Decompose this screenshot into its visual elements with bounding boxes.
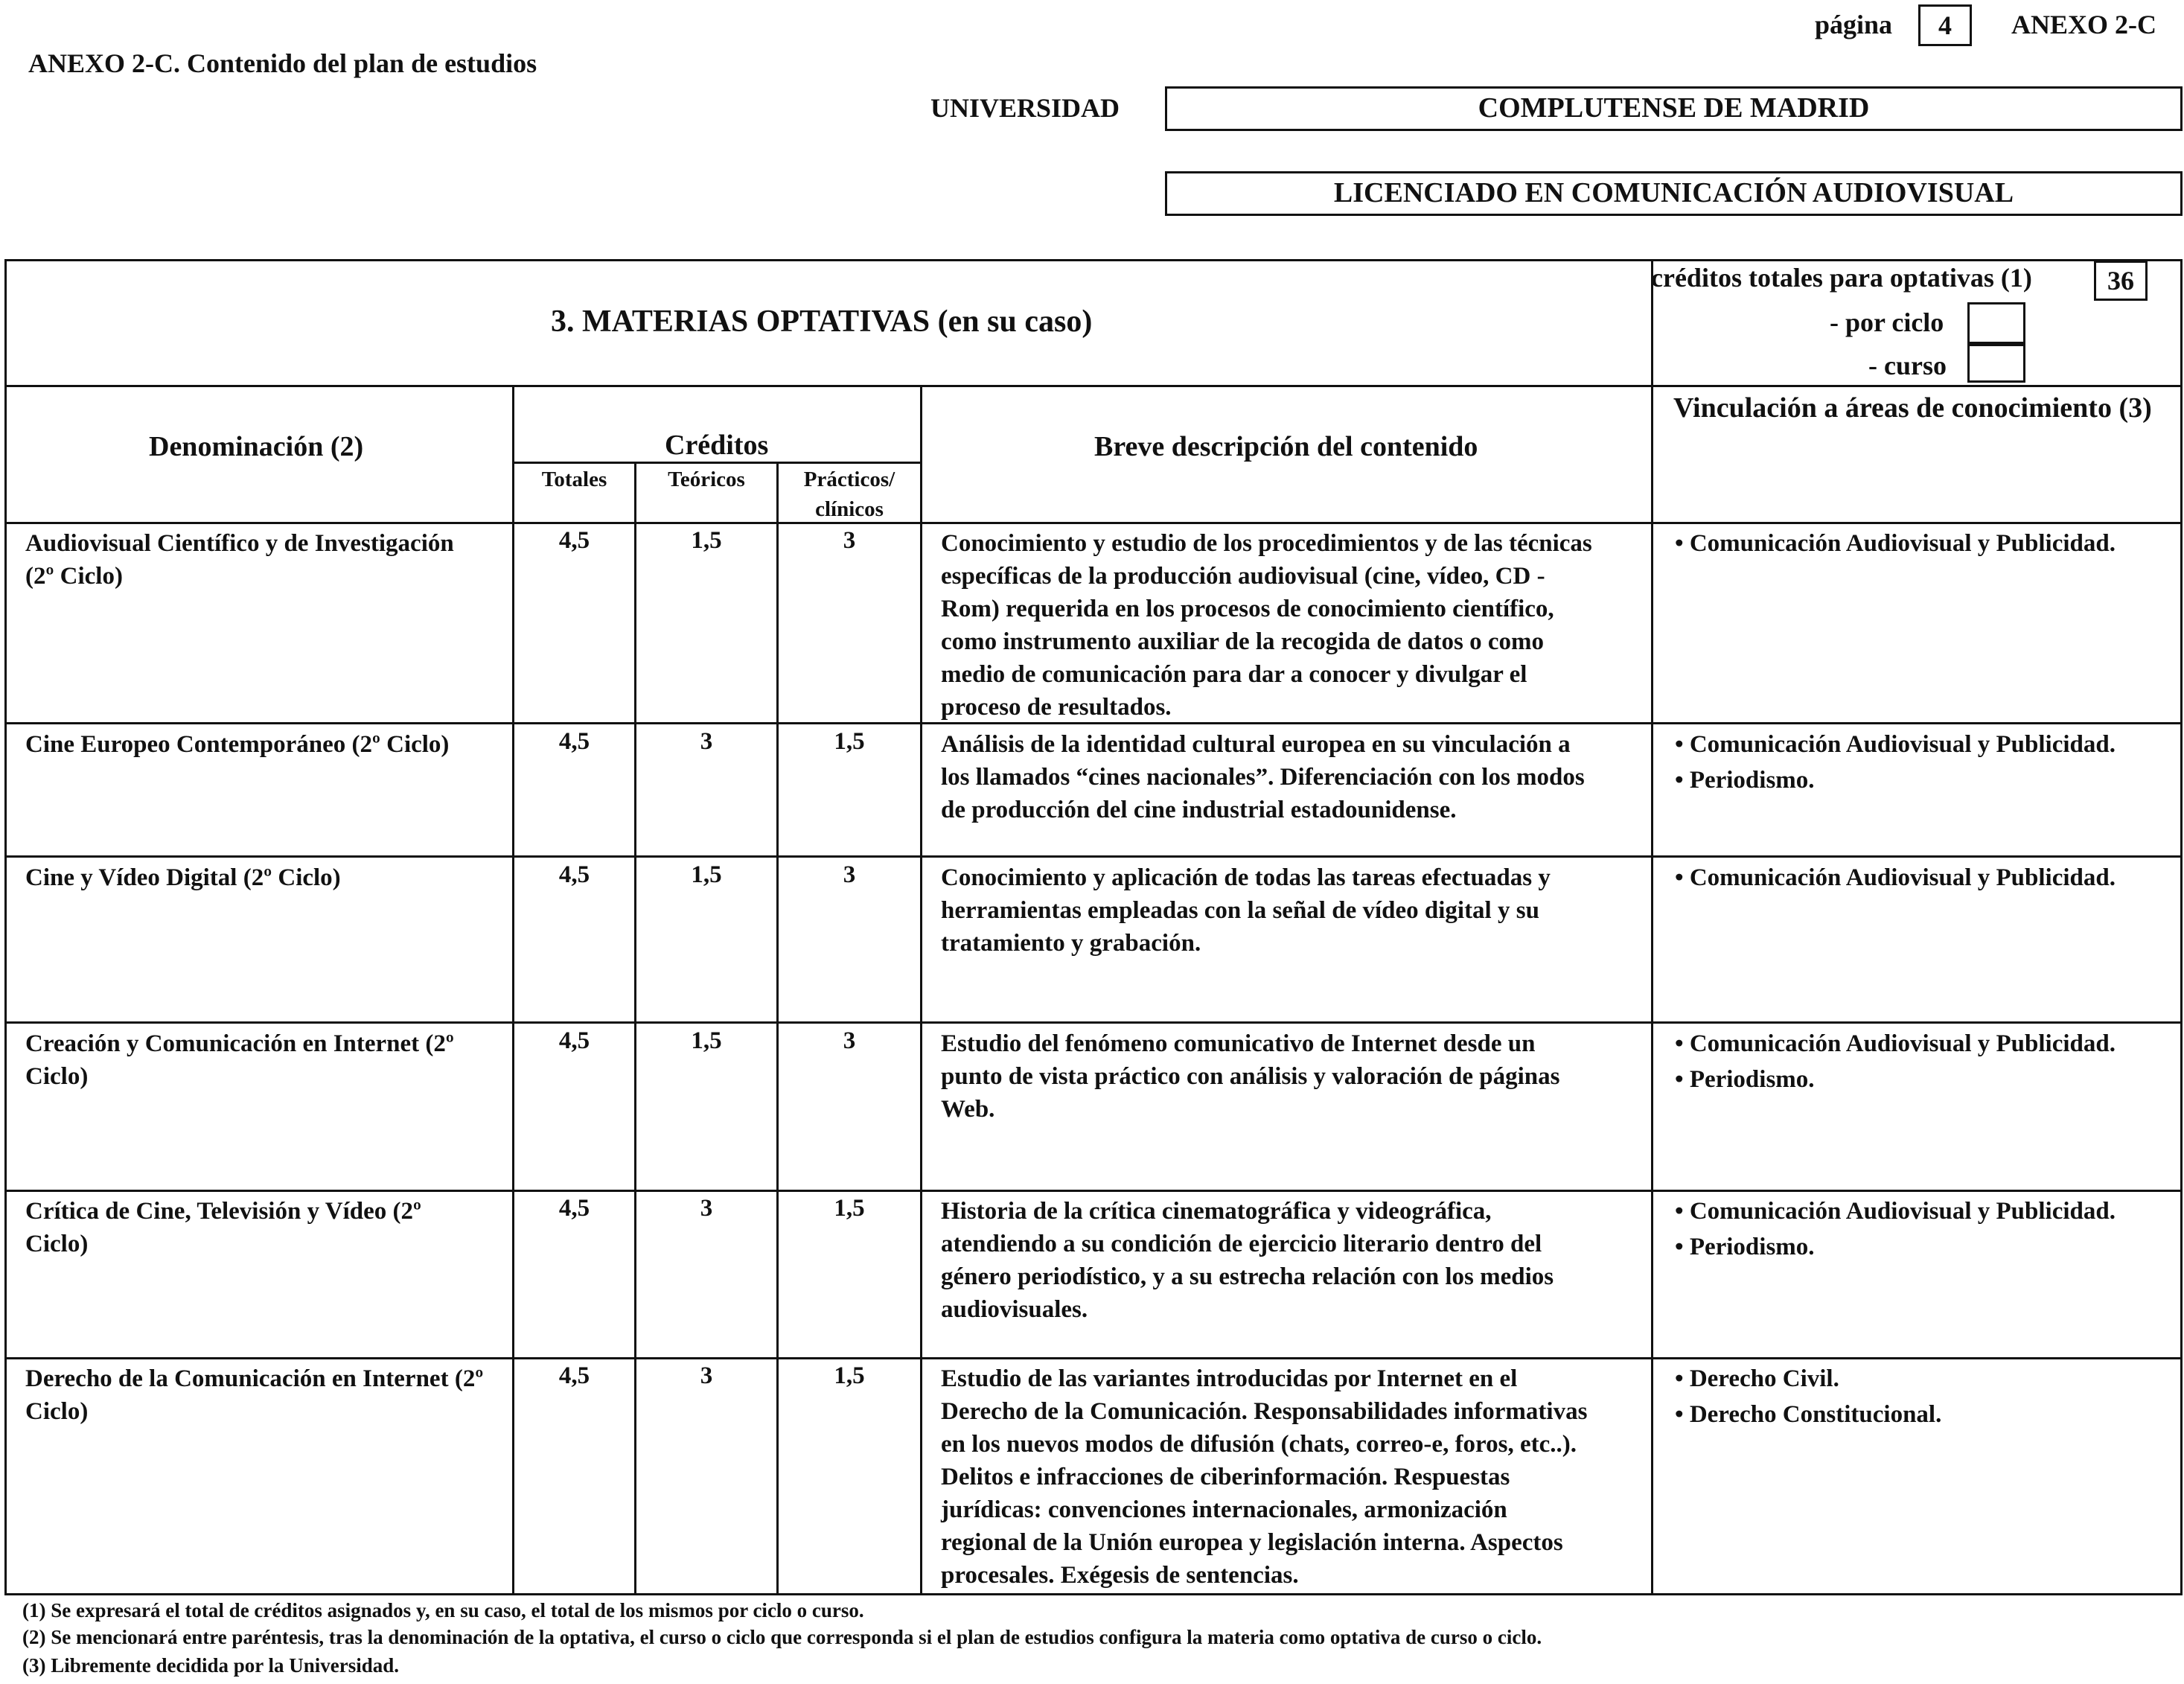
row-theory: 3 — [700, 728, 713, 755]
row-areas — [1675, 1026, 2116, 1097]
divider — [4, 385, 2183, 387]
divider — [4, 1190, 2183, 1192]
optional-credits-box: 36 — [2094, 261, 2148, 301]
row-description — [941, 861, 1633, 960]
desc-line: Análisis de la identidad cultural europea en su vinculación a — [941, 731, 1571, 758]
divider — [1651, 259, 1653, 1595]
divider — [4, 522, 2183, 524]
area-item: • Periodismo. — [1675, 767, 1815, 794]
row-theory: 3 — [700, 1195, 713, 1222]
row-areas — [1675, 1193, 2116, 1265]
per-course-label: - curso — [1868, 351, 1947, 380]
divider — [4, 1021, 2183, 1024]
area-item: • Comunicación Audiovisual y Publicidad. — [1675, 1030, 2116, 1057]
row-theory: 1,5 — [691, 861, 722, 888]
row-name-line2: Ciclo) — [25, 1063, 89, 1090]
row-name-line1: Cine y Vídeo Digital (2º Ciclo) — [25, 864, 341, 891]
row-total: 4,5 — [558, 1195, 590, 1222]
row-areas — [1675, 526, 2116, 561]
desc-line: Historia de la crítica cinematográfica y videográfica, — [941, 1198, 1492, 1225]
divider — [920, 385, 922, 1595]
per-course-box — [1967, 344, 2025, 383]
desc-line: Estudio de las variantes introducidas por Internet en el — [941, 1365, 1518, 1392]
desc-line: género periodístico, y a su estrecha relación con los medios — [941, 1263, 1554, 1290]
footnote-3: (3) Libremente decidida por la Universidad. — [22, 1654, 400, 1677]
desc-line: Web. — [941, 1096, 995, 1123]
footnote-2: (2) Se mencionará entre paréntesis, tras la denominación de la optativa, el curso o ciclo que corresponda si el plan de estudios configura la materia como optativa de curso o ciclo. — [22, 1626, 1542, 1648]
desc-line: Delitos e infracciones de ciberinformación. Respuestas — [941, 1464, 1510, 1490]
desc-line: tratamiento y grabación. — [941, 930, 1201, 957]
row-description — [941, 1195, 1633, 1326]
col-areas-header: Vinculación a áreas de conocimiento (3) — [1673, 392, 2152, 424]
desc-line: específicas de la producción audiovisual (cine, vídeo, CD - — [941, 563, 1545, 590]
row-total: 4,5 — [558, 861, 590, 888]
col-name-header: Denominación (2) — [149, 431, 364, 462]
desc-line: Estudio del fenómeno comunicativo de Internet desde un — [941, 1030, 1536, 1057]
row-name-line2: Ciclo) — [25, 1398, 89, 1425]
area-item: • Comunicación Audiovisual y Publicidad. — [1675, 731, 2116, 758]
row-name-line2: (2º Ciclo) — [25, 563, 123, 590]
row-areas — [1675, 860, 2116, 896]
row-description — [941, 1027, 1633, 1126]
per-cycle-box — [1967, 302, 2025, 344]
desc-line: Conocimiento y estudio de los procedimientos y de las técnicas — [941, 530, 1592, 557]
divider — [512, 385, 514, 1595]
row-description — [941, 728, 1633, 826]
row-name-line1: Audiovisual Científico y de Investigación — [25, 530, 454, 557]
area-item: • Comunicación Audiovisual y Publicidad. — [1675, 864, 2116, 891]
row-total: 4,5 — [558, 1362, 590, 1389]
desc-line: regional de la Unión europea y legislación interna. Aspectos — [941, 1529, 1563, 1556]
desc-line: Rom) requerida en los procesos de conocimiento científico, — [941, 596, 1554, 622]
col-description-header: Breve descripción del contenido — [1094, 431, 1478, 462]
row-name-line1: Creación y Comunicación en Internet (2º — [25, 1030, 454, 1057]
row-total: 4,5 — [558, 728, 590, 755]
col-theory-header: Teóricos — [668, 468, 745, 491]
row-total: 4,5 — [558, 527, 590, 554]
area-item: • Derecho Constitucional. — [1675, 1401, 1942, 1428]
row-practice: 3 — [843, 1027, 856, 1054]
document-heading: ANEXO 2-C. Contenido del plan de estudios — [28, 48, 537, 78]
desc-line: de producción del cine industrial estadounidense. — [941, 797, 1457, 823]
area-item: • Comunicación Audiovisual y Publicidad. — [1675, 1198, 2116, 1225]
section-title: 3. MATERIAS OPTATIVAS (en su caso) — [551, 304, 1093, 339]
divider — [512, 462, 920, 464]
row-name-line2: Ciclo) — [25, 1231, 89, 1257]
desc-line: atendiendo a su condición de ejercicio literario dentro del — [941, 1231, 1542, 1257]
row-practice: 1,5 — [834, 1362, 865, 1389]
optional-credits-label: créditos totales para optativas (1) — [1651, 263, 2032, 293]
col-practice-header-line2: clínicos — [815, 497, 884, 521]
row-practice: 3 — [843, 861, 856, 888]
area-item: • Derecho Civil. — [1675, 1365, 1839, 1392]
row-theory: 1,5 — [691, 1027, 722, 1054]
desc-line: procesales. Exégesis de sentencias. — [941, 1562, 1299, 1589]
university-box: COMPLUTENSE DE MADRID — [1165, 86, 2183, 131]
row-areas — [1675, 727, 2116, 798]
divider — [4, 855, 2183, 858]
desc-line: medio de comunicación para dar a conocer y divulgar el — [941, 661, 1527, 688]
row-practice: 1,5 — [834, 728, 865, 755]
col-totals-header: Totales — [541, 468, 607, 491]
row-theory: 3 — [700, 1362, 713, 1389]
area-item: • Periodismo. — [1675, 1234, 1815, 1260]
desc-line: audiovisuales. — [941, 1296, 1088, 1323]
footnote-1: (1) Se expresará el total de créditos asignados y, en su caso, el total de los mismos por ciclo o curso. — [22, 1599, 864, 1621]
desc-line: herramientas empleadas con la señal de vídeo digital y su — [941, 897, 1539, 924]
row-description — [941, 1362, 1633, 1592]
page-label: página — [1815, 10, 1893, 39]
desc-line: punto de vista práctico con análisis y valoración de páginas — [941, 1063, 1560, 1090]
degree-box: LICENCIADO EN COMUNICACIÓN AUDIOVISUAL — [1165, 171, 2183, 216]
desc-line: en los nuevos modos de difusión (chats, correo-e, foros, etc..). — [941, 1431, 1577, 1458]
desc-line: proceso de resultados. — [941, 694, 1172, 721]
row-description — [941, 527, 1633, 724]
desc-line: jurídicas: convenciones internacionales, armonización — [941, 1496, 1507, 1523]
page-number-box: 4 — [1918, 4, 1972, 46]
row-name-line1: Cine Europeo Contemporáneo (2º Ciclo) — [25, 731, 450, 758]
row-practice: 3 — [843, 527, 856, 554]
row-name-line1: Crítica de Cine, Televisión y Vídeo (2º — [25, 1198, 421, 1225]
col-credits-header: Créditos — [665, 430, 769, 461]
desc-line: los llamados “cines nacionales”. Diferenciación con los modos — [941, 764, 1585, 791]
row-practice: 1,5 — [834, 1195, 865, 1222]
university-label: UNIVERSIDAD — [930, 93, 1120, 123]
per-cycle-label: - por ciclo — [1830, 307, 1944, 337]
area-item: • Comunicación Audiovisual y Publicidad. — [1675, 530, 2116, 557]
desc-line: Conocimiento y aplicación de todas las tareas efectuadas y — [941, 864, 1551, 891]
row-areas — [1675, 1361, 1941, 1432]
area-item: • Periodismo. — [1675, 1066, 1815, 1093]
row-total: 4,5 — [558, 1027, 590, 1054]
annex-label: ANEXO 2-C — [2011, 10, 2156, 39]
desc-line: como instrumento auxiliar de la recogida de datos o como — [941, 628, 1544, 655]
desc-line: Derecho de la Comunicación. Responsabilidades informativas — [941, 1398, 1588, 1425]
divider — [4, 1357, 2183, 1359]
row-theory: 1,5 — [691, 527, 722, 554]
row-name-line1: Derecho de la Comunicación en Internet (2º — [25, 1365, 484, 1392]
col-practice-header-line1: Prácticos/ — [803, 468, 895, 491]
